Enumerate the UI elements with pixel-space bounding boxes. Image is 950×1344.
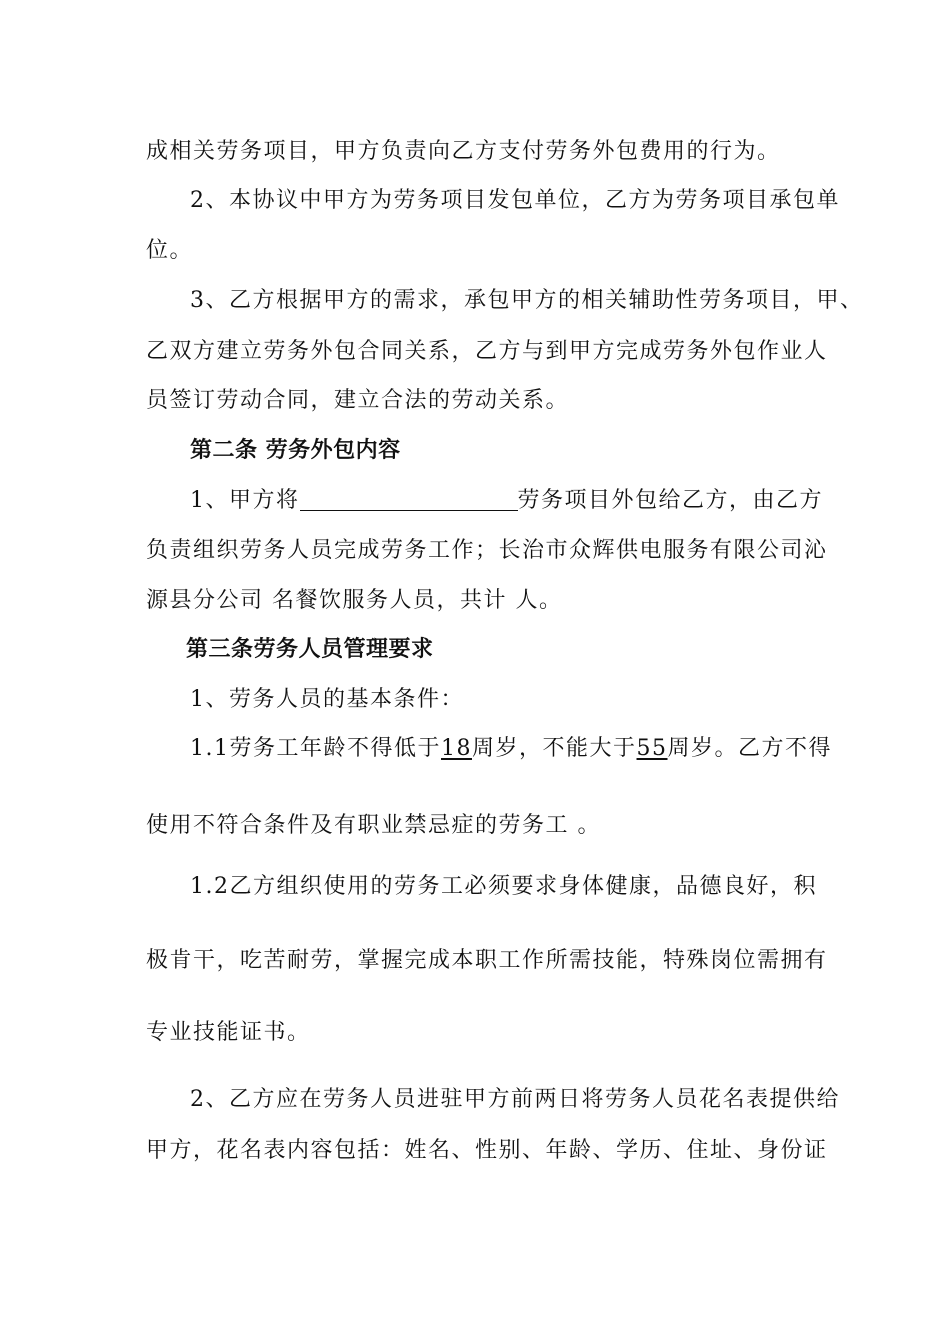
paragraph-line <box>190 486 823 516</box>
paragraph-line: 专业技能证书。 <box>146 1020 311 1045</box>
paragraph-line: 3、乙方根据甲方的需求，承包甲方的相关辅助性劳务项目，甲、 <box>190 288 864 313</box>
text-segment: 周岁，不能大于 <box>472 736 637 761</box>
paragraph-line: 使用不符合条件及有职业禁忌症的劳务工 。 <box>146 813 601 838</box>
text-segment: 周岁。乙方不得 <box>667 736 833 761</box>
paragraph-line: 位。 <box>146 238 194 263</box>
text-segment: 1、甲方将 <box>190 488 300 513</box>
max-age-value: 55 <box>636 736 668 761</box>
paragraph-line: 源县分公司 名餐饮服务人员，共计 人。 <box>146 588 563 613</box>
section-heading: 第三条劳务人员管理要求 <box>186 636 434 662</box>
paragraph-line: 负责组织劳务人员完成劳务工作；长治市众辉供电服务有限公司沁 <box>146 538 828 563</box>
paragraph-line: 极肯干，吃苦耐劳，掌握完成本职工作所需技能，特殊岗位需拥有 <box>146 948 828 973</box>
min-age-value: 18 <box>441 736 472 761</box>
paragraph-line: 成相关劳务项目，甲方负责向乙方支付劳务外包费用的行为。 <box>146 139 781 164</box>
paragraph-line: 员签订劳动合同，建立合法的劳动关系。 <box>146 388 570 413</box>
text-segment: 劳务项目外包给乙方，由乙方 <box>517 488 824 513</box>
section-heading: 第二条 劳务外包内容 <box>190 437 401 463</box>
paragraph-line: 2、本协议中甲方为劳务项目发包单位，乙方为劳务项目承包单 <box>190 188 840 213</box>
fill-in-blank <box>300 488 518 511</box>
paragraph-line: 1、劳务人员的基本条件： <box>190 687 464 712</box>
paragraph-line: 甲方，花名表内容包括：姓名、性别、年龄、学历、住址、身份证 <box>146 1138 828 1163</box>
text-segment: 1.1劳务工年龄不得低于 <box>190 736 441 761</box>
paragraph-line: 1.2乙方组织使用的劳务工必须要求身体健康，品德良好，积 <box>190 874 817 899</box>
paragraph-line: 乙双方建立劳务外包合同关系，乙方与到甲方完成劳务外包作业人 <box>146 339 828 364</box>
paragraph-line <box>190 734 832 764</box>
paragraph-line: 2、乙方应在劳务人员进驻甲方前两日将劳务人员花名表提供给 <box>190 1087 840 1112</box>
